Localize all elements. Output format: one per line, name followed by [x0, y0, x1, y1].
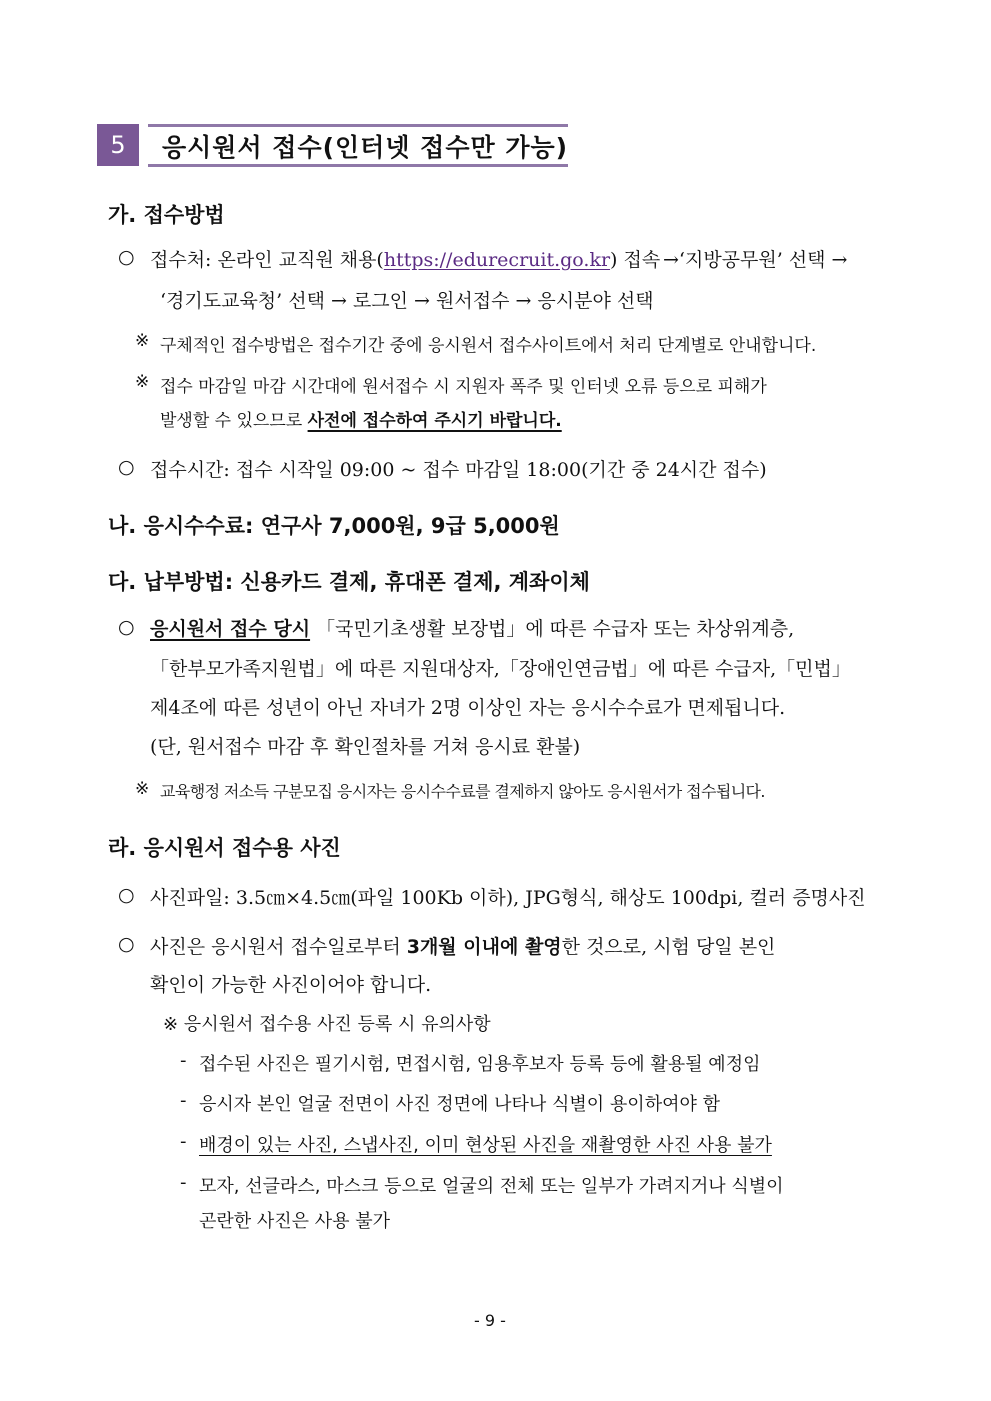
ga-note2-emphasis: 사전에 접수하여 주시기 바랍니다.: [307, 411, 562, 431]
dash-mark: -: [180, 1090, 187, 1111]
bullet-circle: ○: [118, 616, 135, 638]
ga-time: 접수시간: 접수 시작일 09:00 ~ 접수 마감일 18:00(기간 중 24시간 접수): [150, 459, 767, 481]
ra-item4-line2: 곤란한 사진은 사용 불가: [199, 1211, 391, 1232]
ra-photo-emphasis: 3개월 이내에 촬영: [406, 936, 562, 958]
ra-caution-title: ※ 응시원서 접수용 사진 등록 시 유의사항: [163, 1014, 491, 1035]
heading-da-a: 다. 납부방법: [108, 570, 225, 594]
heading-da-b: : 신용카드 결제, 휴대폰 결제, 계좌이체: [224, 570, 590, 594]
ga-line1-text: [150, 245, 660, 272]
dash-mark: -: [180, 1050, 187, 1071]
ra-photo-line1: [150, 932, 775, 959]
ra-photo-line2: 확인이 가능한 사진이어야 합니다.: [150, 974, 432, 996]
section-title-bottom-rule: [148, 164, 568, 167]
ga-note2-line1: 접수 마감일 마감 시간대에 원서접수 시 지원자 폭주 및 인터넷 오류 등으로 피해가: [160, 377, 767, 397]
ga-line2: ‘경기도교육청’ 선택 → 로그인 → 원서접수 → 응시분야 선택: [160, 290, 654, 312]
section-title: 응시원서 접수(인터넷 접수만 가능): [162, 133, 569, 162]
dash-mark: -: [180, 1172, 187, 1193]
ra-item1: 접수된 사진은 필기시험, 면접시험, 임용후보자 등록 등에 활용될 예정임: [199, 1054, 761, 1075]
ra-item4-line1: 모자, 선글라스, 마스크 등으로 얼굴의 전체 또는 일부가 가려지거나 식별이: [199, 1176, 784, 1197]
dash-mark: -: [180, 1131, 187, 1152]
page-number: - 9 -: [474, 1311, 506, 1330]
note-mark: ※: [135, 372, 150, 392]
section-title-top-rule: [148, 124, 568, 127]
ga-note2-line2: [160, 406, 562, 431]
heading-na: 나. 응시수수료: 연구사 7,000원, 9급 5,000원: [108, 514, 560, 538]
note-mark: ※: [135, 779, 150, 799]
ra-photo-line1-a: 사진은 응시원서 접수일로부터: [150, 936, 407, 958]
ga-note2-line2-a: 발생할 수 있으므로: [160, 411, 308, 431]
heading-da: [108, 566, 590, 596]
ra-item3: 배경이 있는 사진, 스냅사진, 이미 현상된 사진을 재촬영한 사진 사용 불가: [199, 1135, 772, 1156]
bullet-circle: ○: [118, 246, 135, 268]
ra-photo-spec: 사진파일: 3.5㎝×4.5㎝(파일 100Kb 이하), JPG형식, 해상도 100dpi, 컬러 증명사진: [150, 887, 866, 909]
note-mark: ※: [135, 331, 150, 351]
heading-ga: 가. 접수방법: [108, 203, 225, 227]
bullet-circle: ○: [118, 933, 135, 955]
bullet-circle: ○: [118, 884, 135, 906]
edurecruit-link[interactable]: https://edurecruit.go.kr: [383, 249, 611, 271]
da-line2: 「한부모가족지원법」에 따른 지원대상자,「장애인연금법」에 따른 수급자,「민법」: [150, 658, 851, 680]
bullet-circle: ○: [118, 456, 135, 478]
ga-note1: 구체적인 접수방법은 접수기간 중에 응시원서 접수사이트에서 처리 단계별로 안내합니다.: [160, 336, 817, 356]
da-note: 교육행정 저소득 구분모집 응시자는 응시수수료를 결제하지 않아도 응시원서가 접수됩니다.: [160, 782, 765, 801]
section-number: 5: [97, 124, 139, 166]
da-line1-emphasis: 응시원서 접수 당시: [150, 618, 311, 640]
ga-line1-c: →‘지방공무원’ 선택 →: [663, 249, 848, 271]
da-line1: [150, 614, 794, 641]
da-line3: 제4조에 따른 성년이 아닌 자녀가 2명 이상인 자는 응시수수료가 면제됩니다.: [150, 697, 786, 719]
ra-item2: 응시자 본인 얼굴 전면이 사진 정면에 나타나 식별이 용이하여야 함: [199, 1094, 720, 1115]
da-line4: (단, 원서접수 마감 후 확인절차를 거쳐 응시료 환불): [150, 736, 581, 758]
heading-ra: 라. 응시원서 접수용 사진: [108, 836, 341, 860]
ga-line1-a: 접수처: 온라인 교직원 채용(: [150, 249, 384, 271]
ga-line1-b: ) 접속: [610, 249, 661, 271]
ra-photo-line1-c: 한 것으로, 시험 당일 본인: [561, 936, 776, 958]
da-line1-b: 「국민기초생활 보장법」에 따른 수급자 또는 차상위계층,: [316, 618, 795, 640]
